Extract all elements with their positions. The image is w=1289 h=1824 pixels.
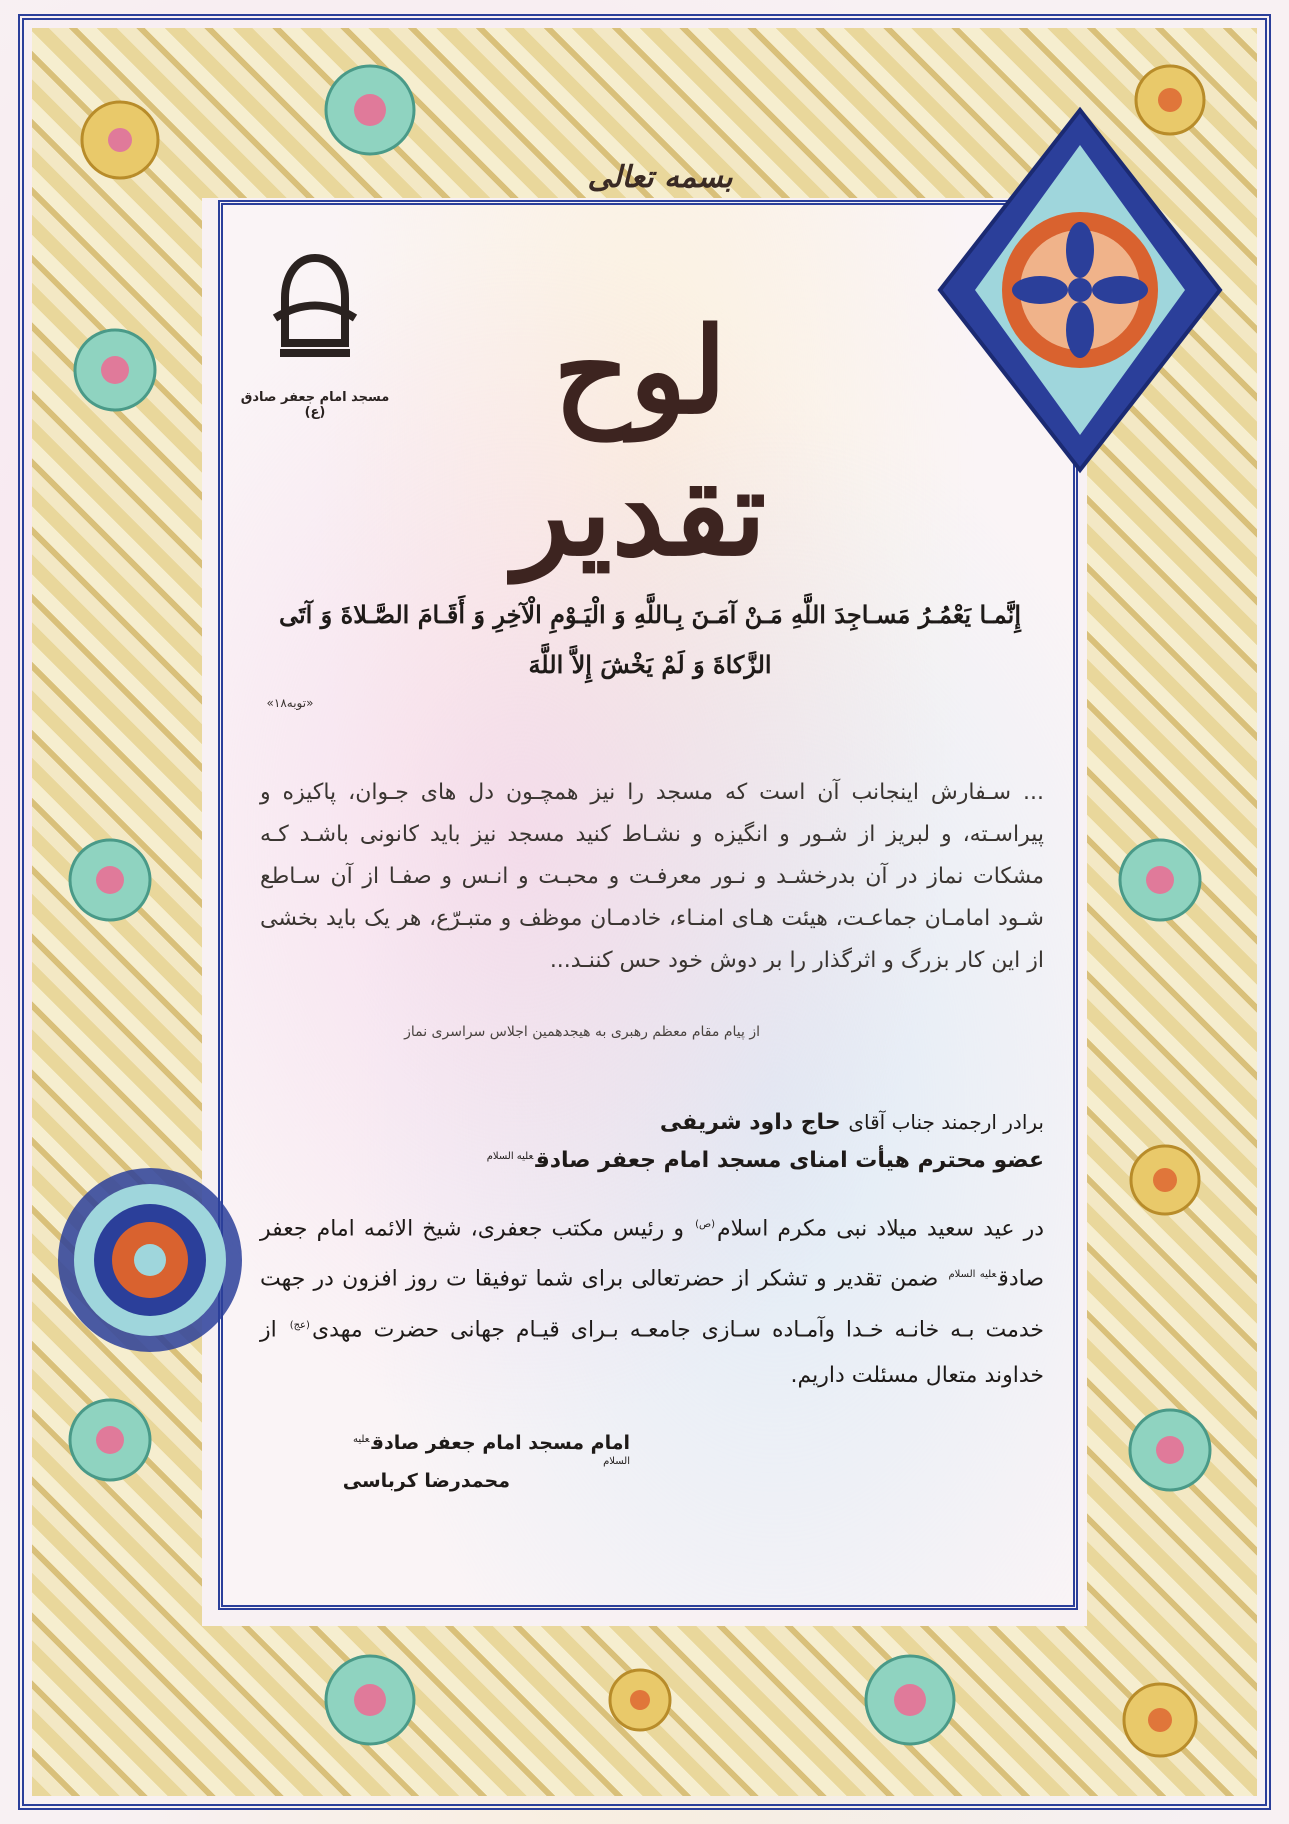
addressee-line: [260, 1110, 1044, 1135]
quote-source: از پیام مقام معظم رهبری به هیجدهمین اجلاس سراسری نماز: [404, 1024, 760, 1040]
verse-line-2: الزَّکاةَ وَ لَمْ یَخْشَ إِلاَّ اللَّهَ: [528, 650, 772, 679]
logo-caption: مسجد امام جعفر صادق (ع): [240, 390, 390, 420]
round-medallion-icon: [50, 1160, 250, 1360]
addressee-role: [260, 1148, 1044, 1173]
verse-reference: «توبه۱۸»: [266, 696, 314, 710]
message-part-4: از خداوند متعال مسئلت داریم.: [260, 1316, 1044, 1388]
certificate-title: لوح تقدیر: [513, 301, 767, 582]
message-part-3: ضمن تقدیر و تشکر از حضرتعالی برای شما توفیقا ت روز افزون در جهت خدمت بـه خانـه خـدا وآمـاده سـازی جامعـه بـرای قیـام جهانی حضرت مهدی: [260, 1266, 1045, 1342]
message-part-1: در عید سعید میلاد نبی مکرم اسلام: [717, 1216, 1045, 1242]
signature-title-text: امام مسجد امام جعفر صادق: [371, 1432, 630, 1454]
signature-honorific: علیه السلام: [352, 1433, 630, 1467]
quran-verse: [250, 590, 1050, 690]
message-part-2: و رئیس مکتب جعفری، شیخ الائمه امام جعفر صادق: [260, 1216, 1044, 1292]
message-paragraph: [260, 1202, 1044, 1399]
medallion-icon: [920, 100, 1240, 480]
addressee-honorific: علیه السلام: [486, 1150, 534, 1162]
addressee-name: حاج داود شریفی: [659, 1110, 841, 1135]
verse-line-1: إِنَّمـا یَعْمُـرُ مَسـاجِدَ اللَّهِ مَـنْ آمَـنَ بِـاللَّهِ وَ الْیَـوْمِ الْآخِرِ وَ أَقَـامَ الصَّـلاةَ وَ آتَی: [278, 600, 1022, 629]
addressee-role-text: عضو محترم هیأت امنای مسجد امام جعفر صادق: [535, 1148, 1044, 1173]
message-sup-1: (ص): [695, 1219, 716, 1230]
message-sup-2: علیه السلام: [948, 1269, 997, 1281]
addressee-prefix: برادر ارجمند جناب آقای: [848, 1110, 1044, 1134]
signature-name: محمدرضا کرباسی: [342, 1470, 510, 1492]
mosque-calligraphy-logo-icon: [255, 248, 375, 368]
quote-paragraph: ... سـفارش اینجانب آن است که مسجد را نیز همچـون دل های جـوان، پاکیزه و پیراسـته، و لبریز از شـور و انگیزه و نشـاط کنید مسجد نیز باید کانونی باشـد کـه مشکات نماز در آن بدرخشـد و نـور معرفـت و محبـت و انـس و صفـا از آن سـاطع شـود امامـان جماعـت، هیئت هـای امنـاء، خادمـان موظف و متبـرّع، هر یک باید بخشی از این کار بزرگ و اثرگذار را بر دوش خود حس کننـد...: [260, 780, 1044, 973]
basmala-heading: بسمه تعالی: [587, 160, 733, 195]
message-sup-3: (عج): [289, 1319, 310, 1331]
